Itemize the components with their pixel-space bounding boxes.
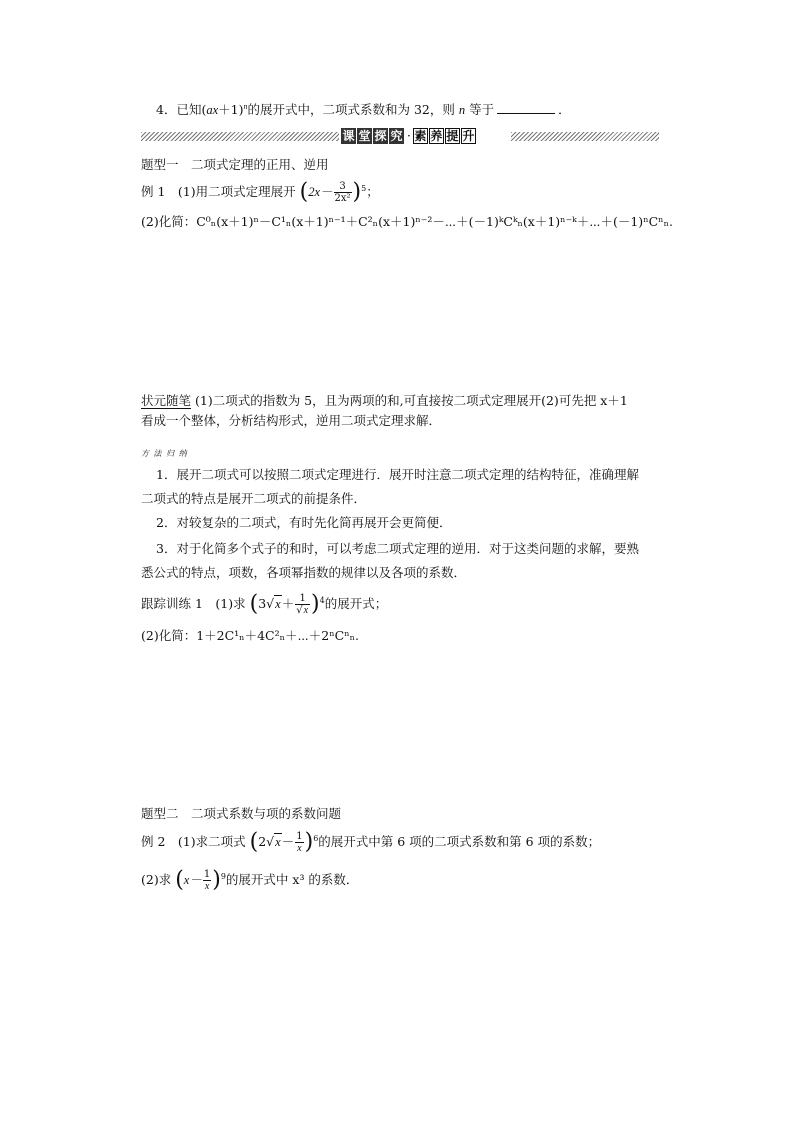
train1-plus: ＋ <box>281 596 295 612</box>
train1-fraction <box>295 593 310 616</box>
train1-den-var: x <box>303 605 309 617</box>
left-paren: ( <box>249 591 259 617</box>
ex1-fraction <box>334 181 352 204</box>
ex2-p2-fraction <box>203 869 211 892</box>
method-p2: 2．对较复杂的二项式，有时先化简再展开会更简便． <box>156 515 452 530</box>
example-1-part-1 <box>141 180 379 204</box>
example-1-part-2: (2)化简：C⁰ₙ(x＋1)ⁿ－C¹ₙ(x＋1)ⁿ⁻¹＋C²ₙ(x＋1)ⁿ⁻²－⋯＋(－1)ᵏCᵏₙ(x＋1)ⁿ⁻ᵏ＋⋯＋(－1)ⁿCⁿₙ. <box>141 214 673 229</box>
question-4 <box>156 98 571 119</box>
ex2-p2-denominator: x <box>204 881 210 893</box>
training-1-part-1: 跟踪训练 1 (1)求 (3√x＋ $\frac{1}{√x}$ )$^4$的展开式； <box>141 591 388 617</box>
ex2-var: x <box>275 835 281 850</box>
train1-end: 的展开式； <box>324 596 388 612</box>
left-paren: ( <box>175 867 184 893</box>
method-tag <box>141 443 188 463</box>
train1-numerator: 1 <box>295 593 310 605</box>
ex1-term: 2x－ <box>308 185 333 200</box>
right-paren: ) <box>212 867 221 893</box>
banner-char: 探 <box>374 129 387 143</box>
q4-end: ． <box>558 102 571 118</box>
type-1-title: 题型一 二项式定理的正用、逆用 <box>141 157 329 172</box>
left-paren: ( <box>249 829 259 855</box>
training-1-part-2: (2)化简：1＋2C¹ₙ＋4C²ₙ＋⋯＋2ⁿCⁿₙ. <box>141 628 359 643</box>
method-p3-line1: 3．对于化简多个式子的和时，可以考虑二项式定理的逆用．对于这类问题的求解，要熟 <box>156 541 639 556</box>
left-paren: ( <box>299 179 309 205</box>
ex2-p2-label: (2)求 <box>141 872 172 888</box>
answer-blank[interactable] <box>497 101 555 114</box>
hint-line-2: 看成一个整体，分析结构形式，逆用二项式定理求解． <box>141 413 442 428</box>
ex2-p2-exponent: 9 <box>220 872 226 881</box>
q4-text-3: 的展开式中，二项式系数和为 32，则 <box>247 102 459 118</box>
banner-hatch-left <box>141 132 339 141</box>
ex2-numerator: 1 <box>296 831 303 843</box>
train1-coef: 3 <box>258 596 267 612</box>
q4-number: 4． <box>156 102 177 118</box>
ex2-coef: 2 <box>258 834 267 850</box>
q4-text-4: 等于 <box>465 102 495 118</box>
section-banner <box>141 128 659 146</box>
ex1-label: 例 1 (1)用二项式定理展开 <box>141 184 296 200</box>
hint-text: (1)二项式的指数为 5，且为两项的和,可直接按二项式定理展开(2)可先把 x＋1 <box>195 393 628 408</box>
ex2-exponent: 6 <box>313 834 319 843</box>
example-2-part-1: 例 2 (1)求二项式 (2√x－ $\frac{1}{x}$ )$^6$的展开式中第 6 项的二项式系数和第 6 项的系数； <box>141 829 601 855</box>
ex2-denominator: x <box>297 843 302 855</box>
q4-var: ax <box>206 103 219 118</box>
train1-label: 跟踪训练 1 (1)求 <box>141 596 246 612</box>
hint-line-1 <box>141 392 628 410</box>
q4-text-2: ＋1) <box>218 102 244 118</box>
banner-char: 养 <box>430 129 443 143</box>
type-2-title: 题型二 二项式系数与项的系数问题 <box>141 806 342 821</box>
ex2-end: 的展开式中第 6 项的二项式系数和第 6 项的系数； <box>318 834 601 850</box>
ex1-denominator: 2x² <box>334 193 351 205</box>
method-tag-text: 方 法 归 纳 <box>141 449 188 458</box>
ex2-p2-term: x－ <box>183 873 202 888</box>
train1-var: x <box>275 597 281 612</box>
banner-title <box>341 128 477 144</box>
ex2-fraction <box>295 831 303 854</box>
ex2-p2-end: 的展开式中 x³ 的系数． <box>225 872 359 888</box>
right-paren: ) <box>352 179 362 205</box>
ex1-exponent: 5 <box>361 184 367 193</box>
method-p1-line1: 1．展开二项式可以按照二项式定理进行．展开时注意二项式定理的结构特征，准确理解 <box>156 467 639 482</box>
banner-char: 堂 <box>358 129 371 143</box>
q4-var-n: n <box>458 103 466 118</box>
banner-char: 提 <box>446 129 459 143</box>
banner-char: 素 <box>414 129 427 143</box>
right-paren: ) <box>311 591 320 617</box>
banner-separator: · <box>407 129 411 143</box>
hint-tag: 状元随笔 <box>141 393 192 408</box>
example-2-part-2 <box>141 868 358 892</box>
ex2-minus: － <box>281 834 295 850</box>
ex1-end: ； <box>366 184 379 200</box>
banner-char: 升 <box>462 129 475 143</box>
banner-char: 课 <box>342 129 355 143</box>
method-p3-line2: 悉公式的特点，项数，各项幂指数的规律以及各项的系数． <box>141 565 467 580</box>
banner-hatch-right <box>511 132 659 141</box>
ex2-label: 例 2 (1)求二项式 <box>141 834 246 850</box>
right-paren: ) <box>304 829 314 855</box>
q4-text: 已知( <box>176 102 207 118</box>
method-p1-line2: 二项式的特点是展开二项式的前提条件． <box>141 491 367 506</box>
train1-exponent: 4 <box>319 596 325 605</box>
q4-exp: n <box>243 102 248 111</box>
banner-char: 究 <box>390 129 403 143</box>
ex2-p2-numerator: 1 <box>203 869 211 881</box>
ex1-numerator: 3 <box>334 181 352 193</box>
train1-denominator: √x <box>296 605 309 617</box>
